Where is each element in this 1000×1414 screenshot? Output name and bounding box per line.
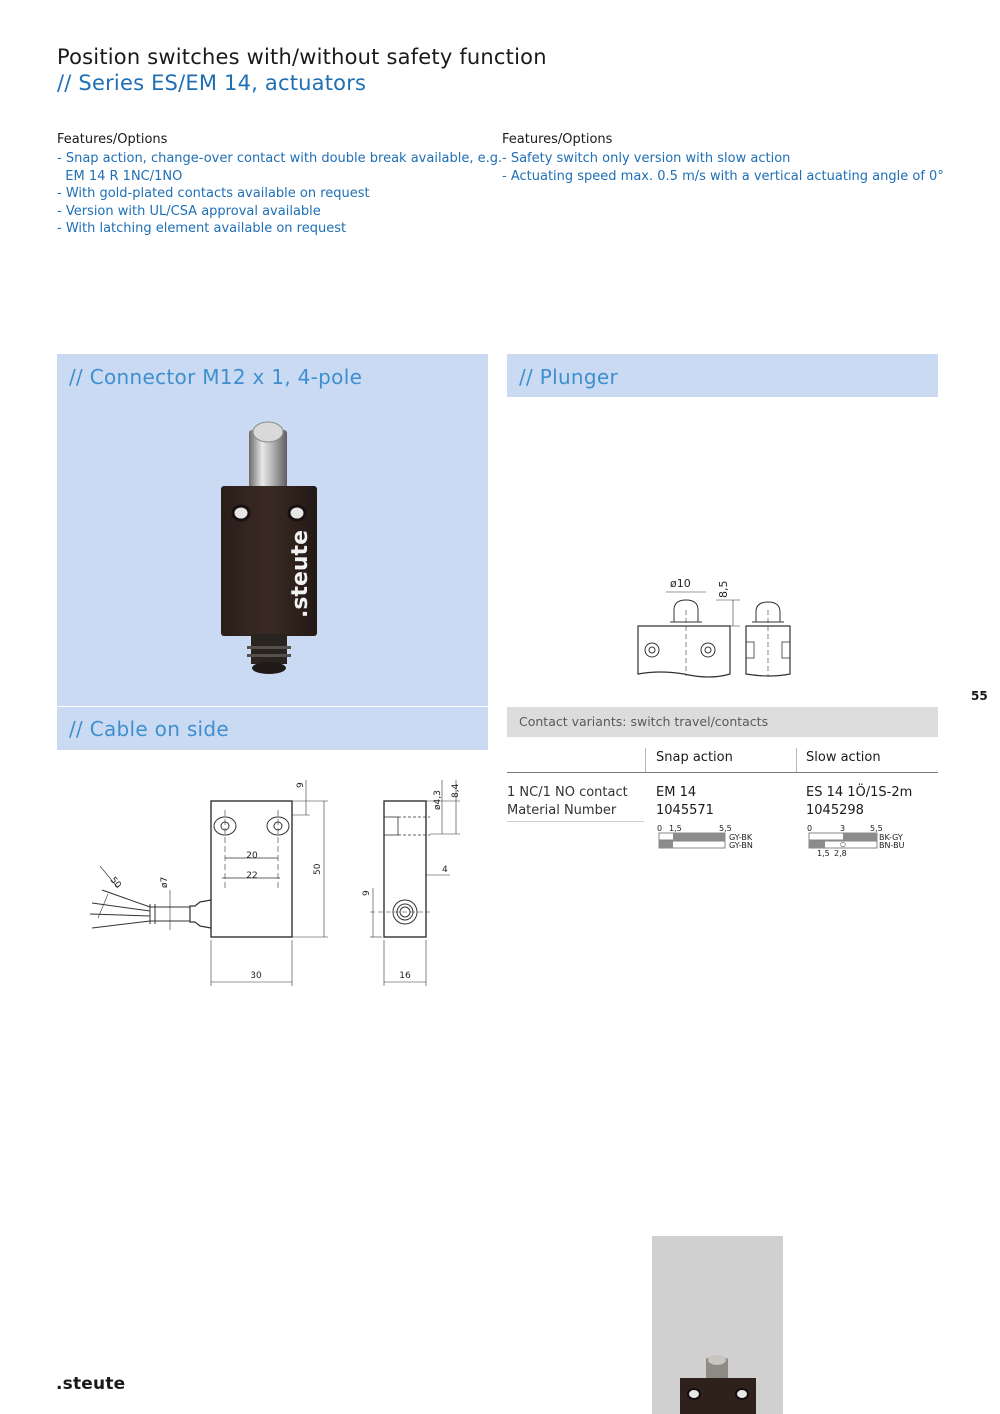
snap-travel-15: 1,5 — [669, 824, 682, 833]
slow-travel-15: 1,5 — [817, 849, 830, 858]
contact-variants-header-bar — [507, 707, 938, 737]
slow-travel-55: 5,5 — [870, 824, 883, 833]
snap-action-material-number: 1045571 — [656, 803, 714, 818]
dim-9-top-label: 9 — [296, 782, 306, 788]
cable-panel-title: // Cable on side — [69, 717, 230, 741]
feature-item: - Snap action, change-over contact with double break available, e.g. — [57, 151, 503, 166]
column-header-snap-action: Snap action — [656, 750, 733, 765]
slow-action-material-number: 1045298 — [806, 803, 864, 818]
dim-phi43-label: ø4,3 — [433, 790, 443, 810]
row-label-material: Material Number — [507, 803, 617, 818]
dim-9-side-label: 9 — [362, 890, 372, 896]
feature-item: - Safety switch only version with slow action — [502, 151, 791, 166]
feature-item: - Version with UL/CSA approval available — [57, 203, 321, 219]
dim-4-label: 4 — [442, 865, 448, 875]
cable-panel — [57, 707, 488, 750]
features-right-heading: Features/Options — [502, 132, 613, 147]
table-header-rule — [507, 772, 938, 773]
column-separator — [796, 748, 797, 773]
dim-30-label: 30 — [250, 971, 262, 981]
dim-85-label: 8,5 — [717, 580, 730, 598]
switch-product-photo — [207, 414, 337, 684]
features-left — [57, 132, 503, 238]
slow-action-travel-diagram — [805, 822, 925, 862]
dim-50-label: 50 — [313, 863, 323, 875]
features-left-heading: Features/Options — [57, 132, 168, 147]
feature-item: EM 14 R 1NC/1NO — [57, 168, 183, 184]
feature-item: - With latching element available on request — [57, 221, 347, 236]
snap-wire-1: GY-BK — [729, 833, 753, 842]
steute-logo: .steute — [56, 1374, 126, 1394]
snap-action-travel-diagram — [655, 822, 765, 854]
cable-dimension-drawing — [70, 770, 480, 990]
slow-wire-1: BK-GY — [879, 833, 903, 842]
dim-phi10-label: ø10 — [670, 577, 691, 590]
contact-variants-heading: Contact variants: switch travel/contacts — [519, 714, 769, 729]
dim-22-label: 22 — [246, 871, 258, 881]
page-title: Position switches with/without safety function — [57, 45, 547, 69]
slow-travel-3: 3 — [840, 824, 846, 833]
snap-travel-0: 0 — [657, 824, 663, 833]
dim-phi7-label: ø7 — [160, 876, 170, 888]
features-right — [502, 132, 942, 185]
snap-action-model: EM 14 — [656, 785, 697, 800]
row-label-contact: 1 NC/1 NO contact — [507, 785, 628, 800]
slow-travel-28: 2,8 — [834, 849, 847, 858]
page-subtitle: // Series ES/EM 14, actuators — [57, 71, 367, 95]
slow-wire-2: BN-BU — [879, 841, 905, 850]
column-separator — [645, 748, 646, 773]
row-separator — [507, 821, 644, 822]
plunger-panel — [507, 354, 938, 397]
dim-20-label: 20 — [246, 851, 258, 861]
feature-item: - With gold-plated contacts available on request — [57, 186, 370, 201]
product-logo-text: .steute — [288, 530, 313, 618]
plunger-dimension-drawing — [630, 570, 810, 680]
dim-bend-label: 50 — [107, 875, 123, 891]
dim-84-label: 8,4 — [451, 783, 461, 798]
slow-action-model: ES 14 1Ö/1S-2m — [806, 785, 913, 800]
plunger-panel-title: // Plunger — [519, 365, 619, 389]
slow-travel-0: 0 — [807, 824, 813, 833]
feature-item: - Actuating speed max. 0.5 m/s with a vertical actuating angle of 0° — [502, 168, 944, 184]
column-header-slow-action: Slow action — [806, 750, 881, 765]
dim-16-label: 16 — [399, 971, 411, 981]
snap-travel-55: 5,5 — [719, 824, 732, 833]
thumbnail-product-image — [676, 1354, 760, 1414]
thumbnail-panel — [652, 1236, 783, 1414]
connector-panel-title: // Connector M12 x 1, 4-pole — [69, 365, 363, 389]
page-number: 55 — [971, 689, 988, 703]
snap-wire-2: GY-BN — [729, 841, 753, 850]
connector-panel — [57, 354, 488, 706]
